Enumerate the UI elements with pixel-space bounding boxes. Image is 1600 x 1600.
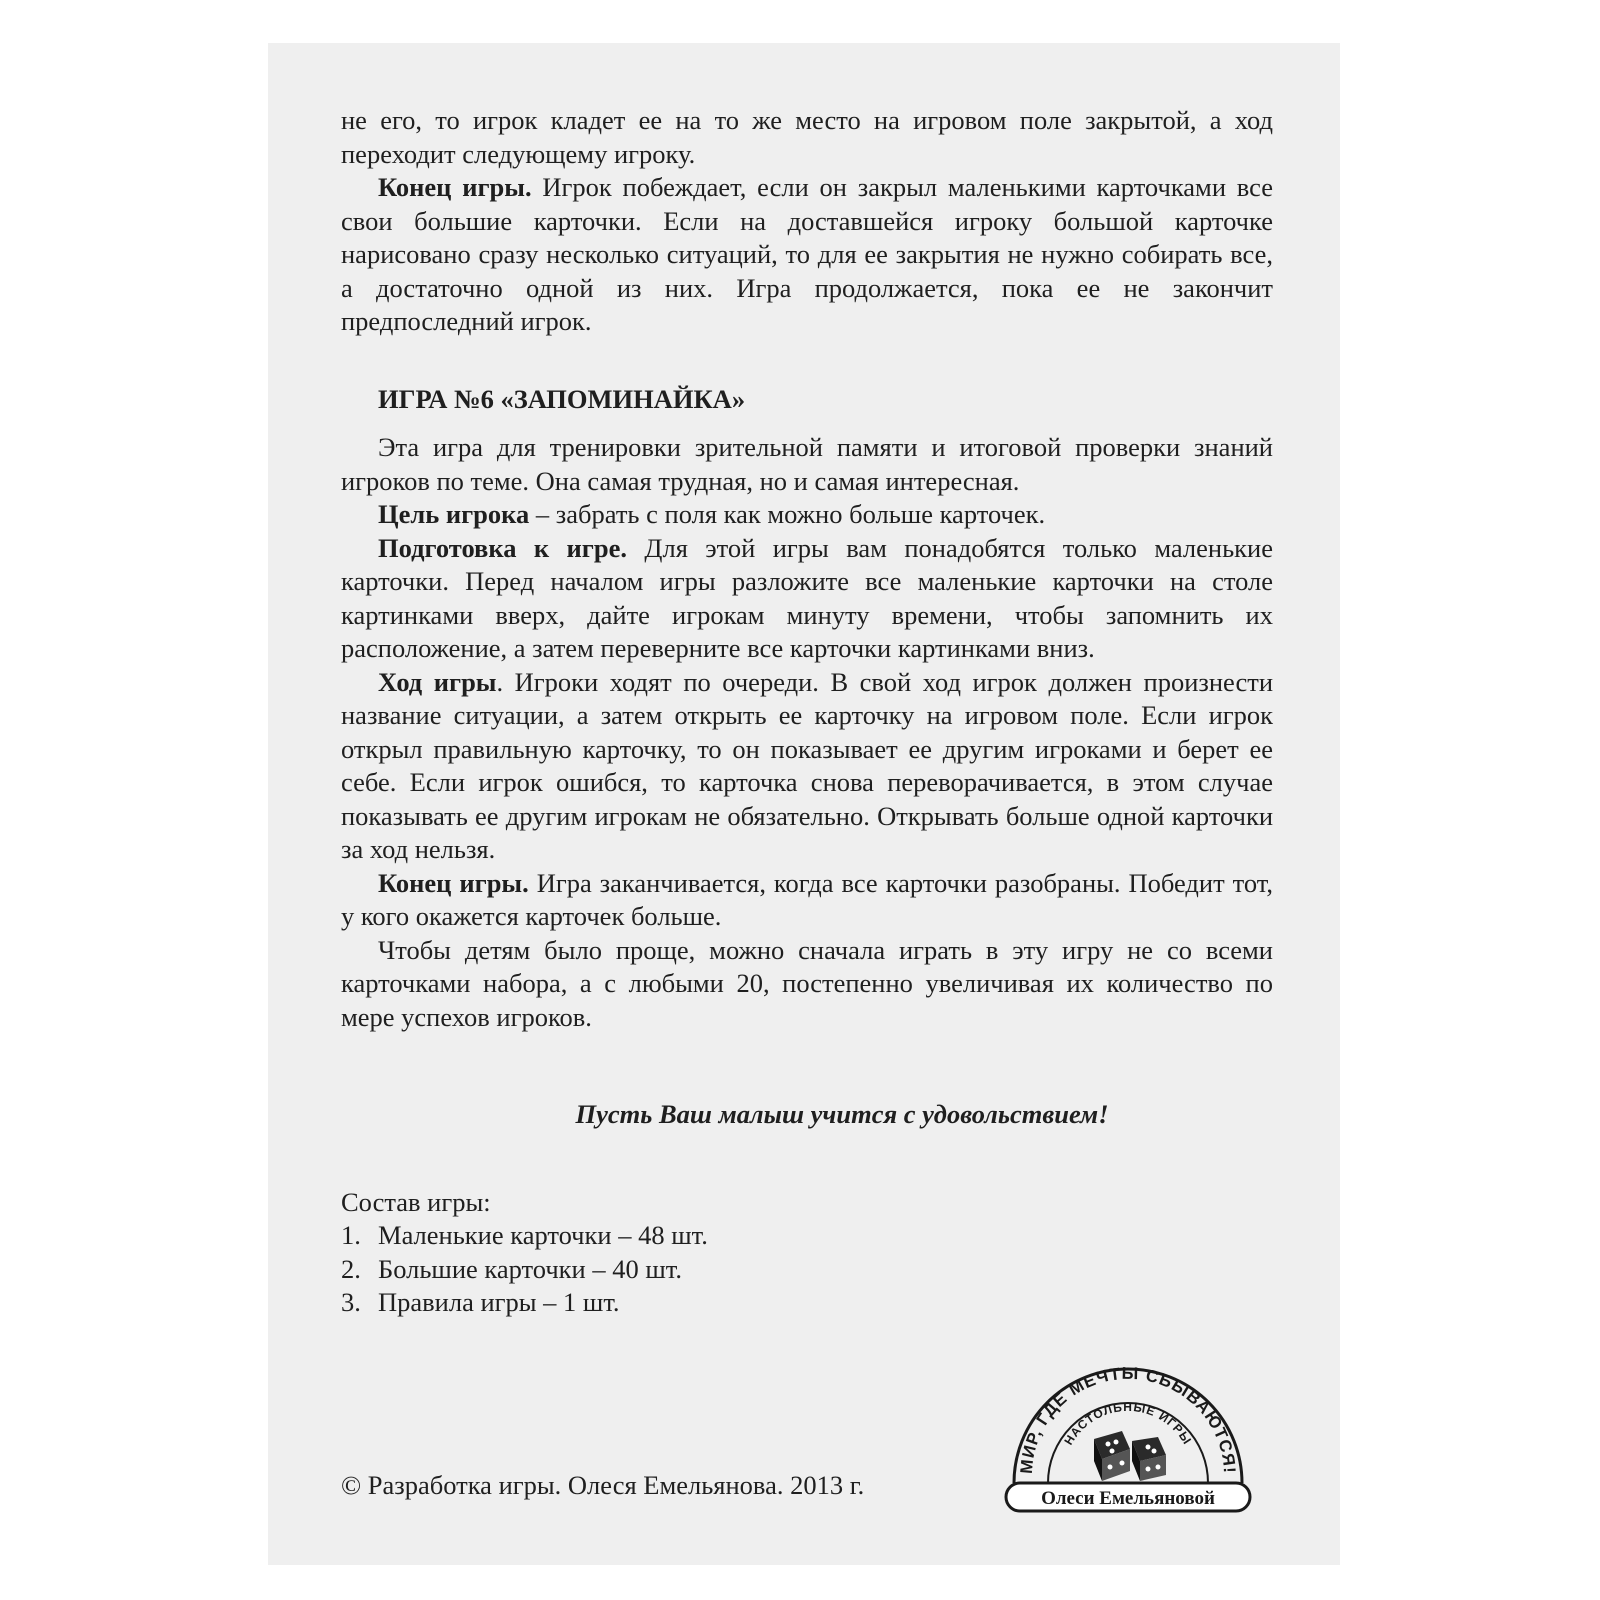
end-game-paragraph-2 xyxy=(341,867,1273,934)
game6-intro: Эта игра для тренировки зрительной памяти и итоговой проверки знаний игроков по теме. Она самая трудная, но и самая интересная. xyxy=(341,432,1273,496)
move-paragraph xyxy=(341,666,1273,867)
paragraph-continuation: не его, то игрок кладет ее на то же место на игровом поле закрытой, а ход переходит следующему игроку. xyxy=(341,105,1273,169)
goal-label: Цель игрока xyxy=(378,499,530,529)
svg-text:НАСТОЛЬНЫЕ ИГРЫ xyxy=(1061,1400,1194,1447)
publisher-logo xyxy=(1002,1343,1254,1513)
logo-arc-text: МИР, ГДЕ МЕЧТЫ СБЫВАЮТСЯ! xyxy=(1016,1363,1240,1475)
move-text: . Игроки ходят по очереди. В свой ход игрок должен произнести название ситуации, а затем открыть ее карточку на игровом поле. Если игрок открыл правильную карточку, то он показывает ее другим игроками и берет ее себе. Если игрок ошибся, то карточка снова переворачивается, в этом случае показывать ее другим игрокам не обязательно. Открывать больше одной карточки за ход нельзя. xyxy=(341,666,1273,864)
prep-label: Подготовка к игре. xyxy=(378,532,627,563)
rules-text xyxy=(341,104,1273,1320)
composition-title: Состав игры: xyxy=(341,1186,491,1217)
list-item: 3. Правила игры – 1 шт. xyxy=(341,1287,620,1317)
end-game-label: Конец игры. xyxy=(378,172,532,202)
tip-paragraph: Чтобы детям было проще, можно сначала играть в эту игру не со всеми карточками набора, а с любыми 20, постепенно увеличивая их количество по мере успехов игроков. xyxy=(341,934,1273,1032)
end-game-paragraph-1 xyxy=(341,171,1273,339)
list-item: 2. Большие карточки – 40 шт. xyxy=(341,1253,682,1284)
list-item: 1. Маленькие карточки – 48 шт. xyxy=(341,1220,708,1250)
goal-paragraph xyxy=(341,498,1273,532)
logo-name: Олеси Емельяновой xyxy=(1041,1488,1215,1509)
dice-icon xyxy=(1094,1431,1166,1481)
move-label: Ход игры xyxy=(378,666,497,697)
end-game-text-2: Игра заканчивается, когда все карточки разобраны. Победит тот, у кого окажется карточек больше. xyxy=(341,867,1273,931)
copyright-line: © Разработка игры. Олеся Емельянова. 2013 г. xyxy=(341,1470,865,1500)
composition-list xyxy=(341,1186,1273,1320)
prep-text: Для этой игры вам понадобятся только маленькие карточки. Перед началом игры разложите все маленькие карточки на столе картинками вверх, дайте игрокам минуту времени, чтобы запомнить их расположение, а затем переверните все карточки картинками вниз. xyxy=(341,532,1273,663)
end-game-label-2: Конец игры. xyxy=(378,867,529,898)
logo-inner-arc-text: НАСТОЛЬНЫЕ ИГРЫ xyxy=(1061,1399,1195,1448)
game6-heading: ИГРА №6 «ЗАПОМИНАЙКА» xyxy=(378,383,746,414)
wish-line: Пусть Ваш малыш учится с удовольствием! xyxy=(575,1099,1109,1129)
goal-text: – забрать с поля как можно больше карточек. xyxy=(529,499,1046,529)
end-game-text: Игрок побеждает, если он закрыл маленькими карточками все свои большие карточки. Если на доставшейся игроку большой карточке нарисовано сразу несколько ситуаций, то для ее закрытия не нужно собирать все, а достаточно одной из них. Игра продолжается, пока ее не закончит предпоследний игрок. xyxy=(341,172,1273,336)
prep-paragraph xyxy=(341,532,1273,666)
